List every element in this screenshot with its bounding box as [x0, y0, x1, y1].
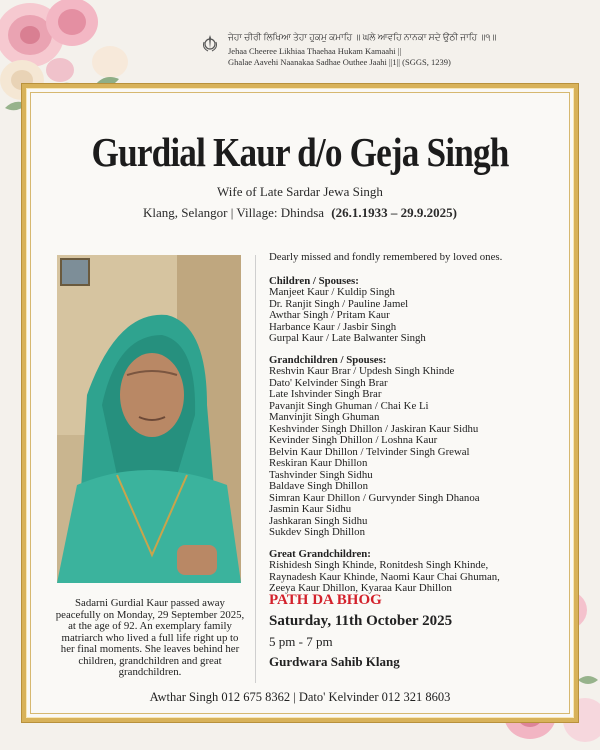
place-text: Klang, Selangor | Village: Dhindsa — [143, 205, 325, 220]
list-item: Keshvinder Singh Dhillon / Jaskiran Kaur Sidhu — [269, 422, 479, 435]
verse-transliteration-line-2: Ghalae Aavehi Naanakaa Sadhae Outhee Jaahi ||1|| (SGGS, 1239) — [228, 57, 451, 67]
list-item: Late Ishvinder Singh Brar — [269, 388, 382, 400]
verse-gurmukhi: ਜੇਹਾ ਚੀਰੀ ਲਿਖਿਆ ਤੇਹਾ ਹੁਕਮੁ ਕਮਾਹਿ ॥ ਘਲੇ ਆਵਹਿ ਨਾਨਕਾ ਸਦੇ ਉਠੀ ਜਾਹਿ ॥੧॥ — [228, 32, 497, 42]
list-item: Reshvin Kaur Brar / Updesh Singh Khinde — [269, 365, 455, 377]
list-item: Rishidesh Singh Khinde, Ronitdesh Singh Khinde, — [269, 559, 489, 571]
children-heading: Children / Spouses: — [269, 274, 359, 287]
portrait-photo — [57, 255, 241, 583]
deceased-name-title: Gurdial Kaur d/o Geja Singh — [91, 129, 509, 175]
grandchildren-section — [269, 355, 569, 539]
list-item: Manjeet Kaur / Kuldip Singh — [269, 286, 395, 298]
list-item: Zeeya Kaur Dhillon, Kyaraa Kaur Dhillon — [269, 582, 452, 594]
list-item: Reskiran Kaur Dhillon — [269, 457, 368, 469]
family-list — [269, 252, 569, 605]
list-item: Baldave Singh Dhillon — [269, 480, 368, 492]
column-divider — [255, 255, 256, 683]
list-item: Awthar Singh / Pritam Kaur — [269, 309, 390, 321]
list-item: Sukdev Singh Dhillon — [269, 526, 365, 538]
list-item: Manvinjit Singh Ghuman — [269, 411, 380, 423]
grandchildren-heading: Grandchildren / Spouses: — [269, 353, 387, 366]
scripture-verse — [200, 32, 580, 68]
place-and-dates — [0, 205, 600, 221]
list-item: Kevinder Singh Dhillon / Loshna Kaur — [269, 434, 438, 446]
bhog-venue: Gurdwara Sahib Klang — [269, 654, 400, 669]
great-grandchildren-section — [269, 549, 569, 595]
list-item: Dato' Kelvinder Singh Brar — [269, 376, 388, 389]
path-da-bhog-heading: PATH DA BHOG — [269, 592, 382, 608]
children-section — [269, 276, 569, 345]
list-item: Raynadesh Kaur Khinde, Naomi Kaur Chai Ghuman, — [269, 570, 500, 583]
spouse-subtitle: Wife of Late Sardar Jewa Singh — [217, 184, 383, 199]
list-item: Belvin Kaur Dhillon / Telvinder Singh Grewal — [269, 445, 470, 458]
contact-info: Awthar Singh 012 675 8362 | Dato' Kelvinder 012 321 8603 — [149, 690, 451, 704]
list-item: Dr. Ranjit Singh / Pauline Jamel — [269, 297, 409, 310]
list-item: Harbance Kaur / Jasbir Singh — [269, 320, 397, 333]
remembrance-intro: Dearly missed and fondly remembered by loved ones. — [269, 251, 503, 263]
list-item: Jasmin Kaur Sidhu — [269, 503, 352, 515]
verse-transliteration-line-1: Jehaa Cheeree Likhiaa Thaehaa Hukam Kamaahi || — [228, 46, 402, 56]
list-item: Pavanjit Singh Ghuman / Chai Ke Li — [269, 399, 429, 412]
list-item: Tashvinder Singh Sidhu — [269, 468, 373, 481]
list-item: Simran Kaur Dhillon / Gurvynder Singh Dhanoa — [269, 491, 480, 504]
list-item: Gurpal Kaur / Late Balwanter Singh — [269, 332, 426, 344]
list-item: Jashkaran Singh Sidhu — [269, 514, 368, 527]
life-dates: (26.1.1933 – 29.9.2025) — [331, 205, 457, 220]
obituary-caption: Sadarni Gurdial Kaur passed away peacefully on Monday, 29 September 2025, at the age of 92. An exemplary family matriarch who lived a full life right up to her final moments. She leaves behind her children, grandchildren and great grandchildren. — [55, 597, 245, 678]
bhog-time: 5 pm - 7 pm — [269, 634, 333, 649]
bhog-date: Saturday, 11th October 2025 — [269, 613, 453, 629]
great-grandchildren-heading: Great Grandchildren: — [269, 547, 371, 560]
